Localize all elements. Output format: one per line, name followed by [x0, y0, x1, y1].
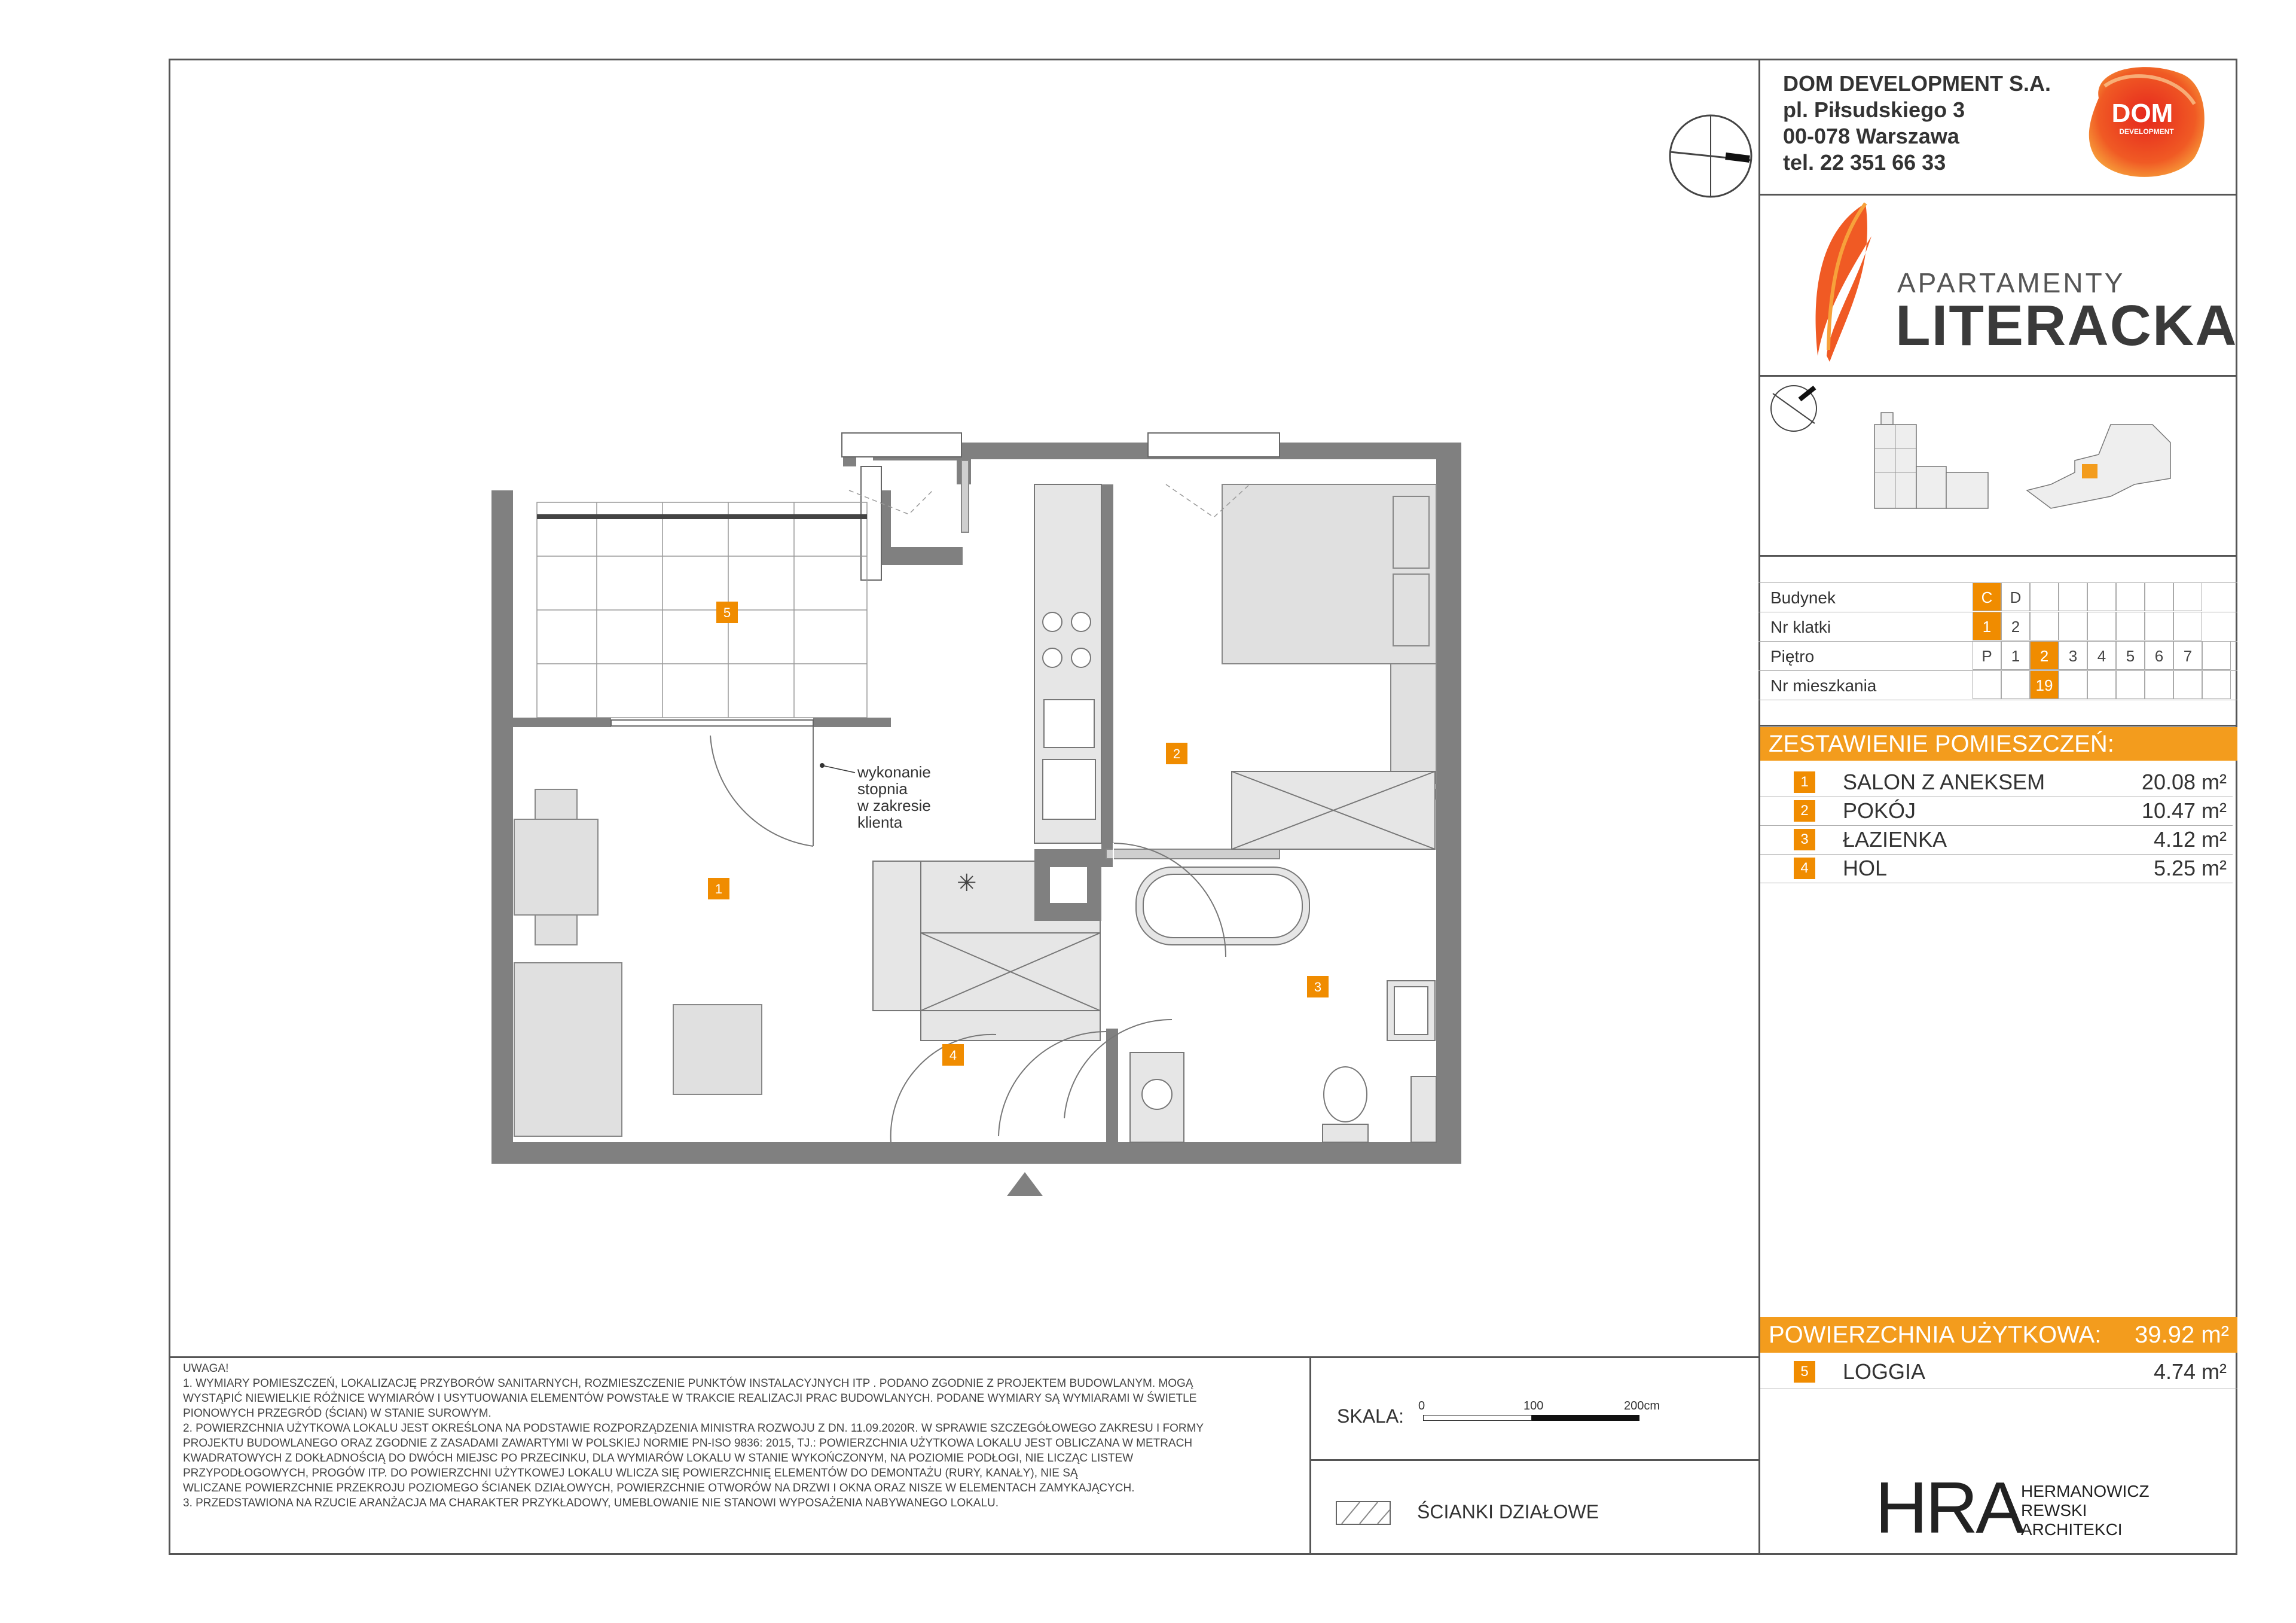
- note-line: WYSTĄPIĆ NIEWIELKIE RÓŻNICE WYMIARÓW I USYTUOWANIA ELEMENTÓW POWSTAŁE W TRAKCIE REALIZACJI PRAC BUDOWLANYCH. PODANE WYMIARY SĄ WYMIARAMI W ŚWIETLE: [183, 1392, 1197, 1405]
- partition-wall-swatch: [1336, 1501, 1391, 1525]
- scale-tick: 200cm: [1624, 1399, 1660, 1413]
- empty-cell: [2030, 612, 2059, 640]
- staircase-cell: 1: [1973, 612, 2001, 640]
- keyplan-north-icon: [1767, 382, 1821, 435]
- room-label-5: 5: [723, 605, 731, 620]
- empty-cell: [2087, 582, 2116, 611]
- company-name: DOM DEVELOPMENT S.A.: [1783, 71, 2051, 96]
- row-label-floor: Piętro: [1770, 647, 1815, 666]
- rooms-header: ZESTAWIENIE POMIESZCZEŃ:: [1760, 727, 2237, 761]
- project-line-2: LITERACKA: [1895, 294, 2238, 358]
- scale-legend-divider: [1309, 1459, 1760, 1461]
- empty-cell: [2202, 670, 2231, 699]
- empty-cell: [2059, 670, 2087, 699]
- key-plan: [1871, 407, 2230, 526]
- dom-logo-main: DOM: [2111, 99, 2173, 128]
- room-number: 1: [1794, 771, 1815, 793]
- location-table: [1758, 582, 2237, 700]
- room-area: 5.25 m²: [2153, 856, 2227, 880]
- feather-icon: [1806, 200, 1877, 368]
- staircase-cell: 2: [2001, 612, 2030, 640]
- room-name: HOL: [1843, 856, 1888, 880]
- title-block-divider: [1758, 59, 1760, 1358]
- dom-logo-sub: DEVELOPMENT: [2119, 127, 2174, 136]
- room-number: 4: [1794, 858, 1815, 879]
- room-number: 3: [1794, 829, 1815, 850]
- notes-divider: [169, 1356, 1760, 1358]
- room-name: SALON Z ANEKSEM: [1843, 770, 2045, 794]
- empty-cell: [2116, 612, 2145, 640]
- empty-cell: [2173, 612, 2202, 640]
- usable-area-bar: [1760, 1317, 2237, 1353]
- room-area: 4.74 m²: [2153, 1359, 2227, 1384]
- empty-cell: [2059, 582, 2087, 611]
- empty-cell: [2030, 582, 2059, 611]
- room-label-2: 2: [1173, 746, 1181, 761]
- rooms-list: [1760, 768, 2233, 887]
- building-cell: C: [1973, 582, 2001, 611]
- note-line: 2. POWIERZCHNIA UŻYTKOWA LOKALU JEST OKREŚLONA NA PODSTAWIE ROZPORZĄDZENIA MINISTRA ROZWOJU Z DN. 11.09.2020R. W SPRAWIE SZCZEGÓŁOWEGO ZAKRESU I FORMY: [183, 1422, 1204, 1435]
- empty-cell: [2202, 641, 2231, 670]
- floor-cell: 2: [2030, 641, 2059, 670]
- empty-cell: [2145, 612, 2173, 640]
- step-note-line: wykonanie: [857, 763, 931, 781]
- architect-names: [2021, 1482, 2150, 1539]
- empty-cell: [2116, 670, 2145, 699]
- room-area: 10.47 m²: [2141, 798, 2227, 823]
- legend-architect-divider: [1758, 1357, 1760, 1555]
- project-line-1: APARTAMENTY: [1897, 267, 2126, 298]
- svg-text:✳: ✳: [957, 870, 977, 896]
- empty-cell: [1973, 670, 2001, 699]
- apartment-number-cell: 19: [2030, 670, 2059, 699]
- room-number: 5: [1794, 1361, 1815, 1383]
- row-label-building: Budynek: [1770, 588, 1836, 607]
- floor-cell: P: [1973, 641, 2001, 670]
- note-line: PROJEKTU BUDOWLANEGO ORAZ ZGODNIE Z ZASADAMI ZAWARTYMI W POLSKIEJ NORMIE PN-ISO 9836: 2015, TJ.: POWIERZCHNIA UŻYTKOWA LOKALU JEST OBLICZANA W METRACH: [183, 1437, 1193, 1450]
- floor-cell: 7: [2173, 641, 2202, 670]
- floor-plan: [478, 419, 1495, 1208]
- architect-line-2: REWSKI: [2021, 1501, 2087, 1520]
- dom-development-logo: [2081, 62, 2212, 182]
- floor-cell: 6: [2145, 641, 2173, 670]
- room-label-3: 3: [1314, 980, 1322, 994]
- empty-cell: [2001, 670, 2030, 699]
- sep-table: [1758, 725, 2237, 727]
- floor-cell: 1: [2001, 641, 2030, 670]
- notes: [183, 1361, 1301, 1511]
- company-info: [1783, 71, 2051, 176]
- scale-tick: 100: [1523, 1399, 1544, 1413]
- architect-logo: HRA: [1875, 1467, 2022, 1548]
- architect-line-3: ARCHITEKCI: [2021, 1520, 2123, 1539]
- note-line: PRZYPODŁOGOWYCH, PROGÓW ITP. DO POWIERZCHNI UŻYTKOWEJ LOKALU WLICZA SIĘ POWIERZCHNIĘ ELEMENTÓW DO DEMONTAŻU (RURY, KANAŁY), NIE SĄ: [183, 1467, 1078, 1479]
- note-line: KWADRATOWYCH Z DOKŁADNOŚCIĄ DO DWÓCH MIEJSC PO PRZECINKU, DLA WYMIARÓW LOKALU W STANIE WYKOŃCZONYM, NA POZIOMIE PODŁOGI, NIE LICZĄC LISTEW: [183, 1452, 1134, 1465]
- note-line: 1. WYMIARY POMIESZCZEŃ, LOKALIZACJĘ PRZYBORÓW SANITARNYCH, ROZMIESZCZENIE PUNKTÓW INSTALACYJNYCH ITP . PODANO ZGODNIE Z PROJEKTEM BUDOWLANYM. MOGĄ: [183, 1377, 1193, 1390]
- notes-title: UWAGA!: [183, 1362, 229, 1375]
- empty-cell: [2145, 582, 2173, 611]
- north-arrow-icon: [1666, 111, 1755, 201]
- empty-cell: [2087, 612, 2116, 640]
- scale-bar-black: [1532, 1415, 1639, 1421]
- scale-bar-white: [1423, 1415, 1532, 1421]
- company-phone: tel. 22 351 66 33: [1783, 150, 1946, 175]
- usable-area-label: POWIERZCHNIA UŻYTKOWA:: [1769, 1322, 2102, 1348]
- room-number: 2: [1794, 800, 1815, 822]
- note-line: WLICZANE POWIERZCHNIE PRZEKROJU POZIOMEGO ŚCIANEK DZIAŁOWYCH, POWIERZCHNIE OTWORÓW NA DRZWI I OKNA ORAZ NISZE W ELEMENTACH ZAMYKAJĄCYCH.: [183, 1482, 1135, 1494]
- floor-cell: 4: [2087, 641, 2116, 670]
- empty-cell: [2087, 670, 2116, 699]
- note-line: PIONOWYCH PRZEGRÓD (ŚCIAN) W STANIE SUROWYM.: [183, 1407, 491, 1420]
- sep-keyplan: [1758, 555, 2237, 557]
- company-address-2: 00-078 Warszawa: [1783, 124, 1959, 148]
- empty-cell: [2059, 612, 2087, 640]
- floor-cell: 3: [2059, 641, 2087, 670]
- usable-area-value: 39.92 m²: [2135, 1322, 2229, 1348]
- note-line: 3. PRZEDSTAWIONA NA RZUCIE ARANŻACJA MA CHARAKTER PRZYKŁADOWY, UMEBLOWANIE NIE STANOWI WYPOSAŻENIA NABYWANEGO LOKALU.: [183, 1497, 999, 1509]
- row-label-apartment: Nr mieszkania: [1770, 676, 1877, 695]
- step-note-line: stopnia: [857, 780, 908, 798]
- empty-cell: [2173, 670, 2202, 699]
- scale-label: SKALA:: [1337, 1405, 1405, 1427]
- empty-cell: [2116, 582, 2145, 611]
- empty-cell: [2173, 582, 2202, 611]
- legend-partition-walls: ŚCIANKI DZIAŁOWE: [1417, 1501, 1599, 1523]
- room-name: ŁAZIENKA: [1843, 827, 1947, 852]
- notes-scale-divider: [1309, 1356, 1311, 1555]
- room-name: POKÓJ: [1843, 798, 1916, 823]
- room-name: LOGGIA: [1843, 1359, 1926, 1384]
- row-label-staircase: Nr klatki: [1770, 618, 1831, 636]
- step-note-line: klienta: [857, 813, 903, 831]
- empty-cell: [2145, 670, 2173, 699]
- step-note-line: w zakresie: [857, 797, 931, 814]
- building-cell: D: [2001, 582, 2030, 611]
- architect-line-1: HERMANOWICZ: [2021, 1482, 2150, 1500]
- sep-project: [1758, 375, 2237, 377]
- loggia-row: [1760, 1356, 2233, 1386]
- scale-tick: 0: [1418, 1399, 1425, 1413]
- floor-cell: 5: [2116, 641, 2145, 670]
- room-label-1: 1: [715, 881, 723, 896]
- room-label-4: 4: [949, 1048, 957, 1063]
- room-area: 20.08 m²: [2141, 770, 2227, 794]
- room-area: 4.12 m²: [2153, 827, 2227, 852]
- company-address-1: pl. Piłsudskiego 3: [1783, 97, 1965, 122]
- sep-company: [1758, 194, 2237, 196]
